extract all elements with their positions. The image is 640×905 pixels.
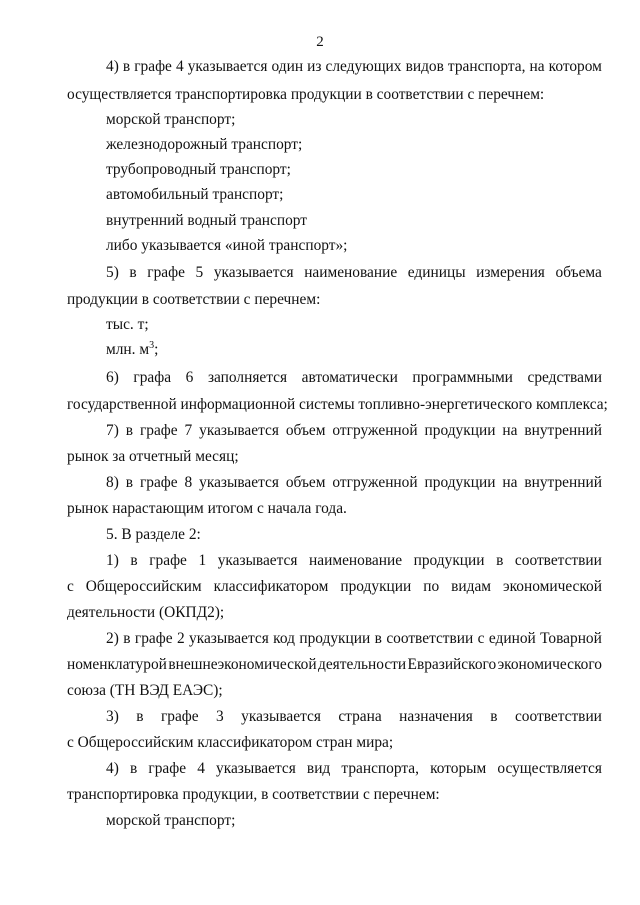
word: внешнеэкономической [168,656,317,673]
word: один [271,58,304,75]
word: объем [285,474,326,491]
word: в [123,630,131,647]
unit-item-1: тыс. т; [106,316,149,333]
word: Товарной [540,630,602,647]
word: 5) [106,264,119,281]
word: указывается [189,630,269,647]
word: номенклатурой [67,656,167,673]
paragraph-5-line-1 [106,264,602,282]
word: заполняется [207,369,288,386]
paragraph-4-line-1 [106,58,602,76]
word: в [130,552,138,569]
word: 7) [106,422,119,439]
word: средствами [527,369,602,386]
word: Общероссийским [85,578,202,595]
word: наименование [309,552,403,569]
word: назначения [399,708,473,725]
transport-item-5: внутренний водный транспорт [106,212,307,229]
word: указывается [213,264,294,281]
word: 1) [106,552,119,569]
word: в [496,552,504,569]
word: внутренний [524,422,602,439]
word: 4 [175,58,184,75]
word: 4 [197,760,205,777]
word: 8 [184,474,193,491]
word: внутренний [524,474,602,491]
transport-item-3: трубопроводный транспорт; [106,161,291,178]
word: котором [548,58,602,75]
unit-item-2-end: ; [154,341,159,358]
transport-item-2: железнодорожный транспорт; [106,136,303,153]
word: указывается [216,760,296,777]
word: указывается [241,708,321,725]
word: в [374,630,382,647]
word: экономического [497,656,602,673]
word: продукции [413,552,485,569]
word: продукции [340,578,412,595]
word: экономической [502,578,602,595]
word: на [529,58,545,75]
word: 4) [106,58,119,75]
word: графе [134,58,172,75]
section2-item-2-line-3: союза (ТН ВЭД ЕАЭС); [67,682,223,699]
word: в [129,264,137,281]
word: 2 [176,630,185,647]
section2-item-2-line-2 [67,656,602,674]
word: отгруженной [332,474,418,491]
section-heading: 5. В разделе 2: [106,526,201,543]
word: на [502,474,518,491]
word: графе [139,474,178,491]
word: указывается [187,58,268,75]
word: соответствии [386,630,474,647]
page-number: 2 [316,34,324,50]
word: единицы [407,264,466,281]
unit-item-2-exponent: 3 [149,340,155,351]
word: деятельности [318,656,407,673]
unit-item-2-base: млн. м [106,341,150,358]
word: в [129,760,138,777]
word: 5 [195,264,204,281]
word: объема [555,264,602,281]
section2-item-4-line-2: транспортировка продукции, в соответствии с перечнем: [67,786,440,803]
word: Евразийского [407,656,497,673]
word: в [122,58,131,75]
paragraph-8-line-1 [106,474,602,492]
word: в [125,474,134,491]
word: графе [148,760,187,777]
word: продукции [424,422,496,439]
word: 2) [106,630,119,647]
word: отгруженной [332,422,418,439]
word: с [477,630,485,647]
section2-transport-item-1: морской транспорт; [106,812,236,829]
word: объем [285,422,326,439]
word: 6) [106,369,119,386]
word: графе [139,422,178,439]
paragraph-6-line-1 [106,369,602,387]
section2-item-1-line-1 [106,552,602,570]
word: измерения [476,264,545,281]
word: 4) [106,760,119,777]
word: графа [133,369,172,386]
word: транспорта, [341,760,419,777]
word: 3 [216,708,224,725]
section2-item-4-line-1 [106,760,602,778]
word: наименование [304,264,398,281]
unit-item-2 [106,341,158,359]
word: продукции [299,630,371,647]
word: вид [306,760,331,777]
transport-item-4: автомобильный транспорт; [106,186,284,203]
section2-item-1-line-2 [67,578,602,596]
transport-item-other: либо указывается «иной транспорт»; [106,237,348,254]
word: видам [451,578,492,595]
paragraph-6-line-2: государственной информационной системы топливно-энергетического комплекса; [67,396,608,413]
word: классификатором [213,578,329,595]
word: 7 [184,422,193,439]
paragraph-7-line-2: рынок за отчетный месяц; [67,448,239,465]
word: транспорта, [447,58,526,75]
section2-item-2-line-1 [106,630,602,648]
section2-item-3-line-2: с Общероссийским классификатором стран мира; [67,734,394,751]
word: указывается [199,474,279,491]
word: на [502,422,518,439]
word: графе [160,708,199,725]
word: указывается [217,552,298,569]
word: из [307,58,322,75]
paragraph-5-line-2: продукции в соответствии с перечнем: [67,291,321,308]
paragraph-7-line-1 [106,422,602,440]
word: с [67,578,74,595]
section2-item-3-line-1 [106,708,602,726]
word: 3) [106,708,119,725]
word: автоматически [301,369,398,386]
word: графе [134,630,173,647]
word: соответствии [514,552,602,569]
word: графе [147,264,185,281]
word: в [490,708,498,725]
word: 8) [106,474,119,491]
word: графе [149,552,187,569]
word: программными [412,369,513,386]
word: страна [338,708,382,725]
word: по [423,578,440,595]
word: продукции [424,474,496,491]
word: 6 [185,369,194,386]
word: единой [488,630,536,647]
word: указывается [199,422,279,439]
section2-item-1-line-3: деятельности (ОКПД2); [67,604,225,621]
word: которым [430,760,487,777]
word: осуществляется [497,760,602,777]
word: следующих [325,58,402,75]
word: код [273,630,295,647]
word: в [125,422,134,439]
word: в [136,708,144,725]
transport-item-1: морской транспорт; [106,111,236,128]
word: соответствии [514,708,602,725]
paragraph-8-line-2: рынок нарастающим итогом с начала года. [67,500,347,517]
word: 1 [198,552,207,569]
paragraph-4-line-2: осуществляется транспортировка продукции в соответствии с перечнем: [67,86,545,103]
word: видов [405,58,444,75]
